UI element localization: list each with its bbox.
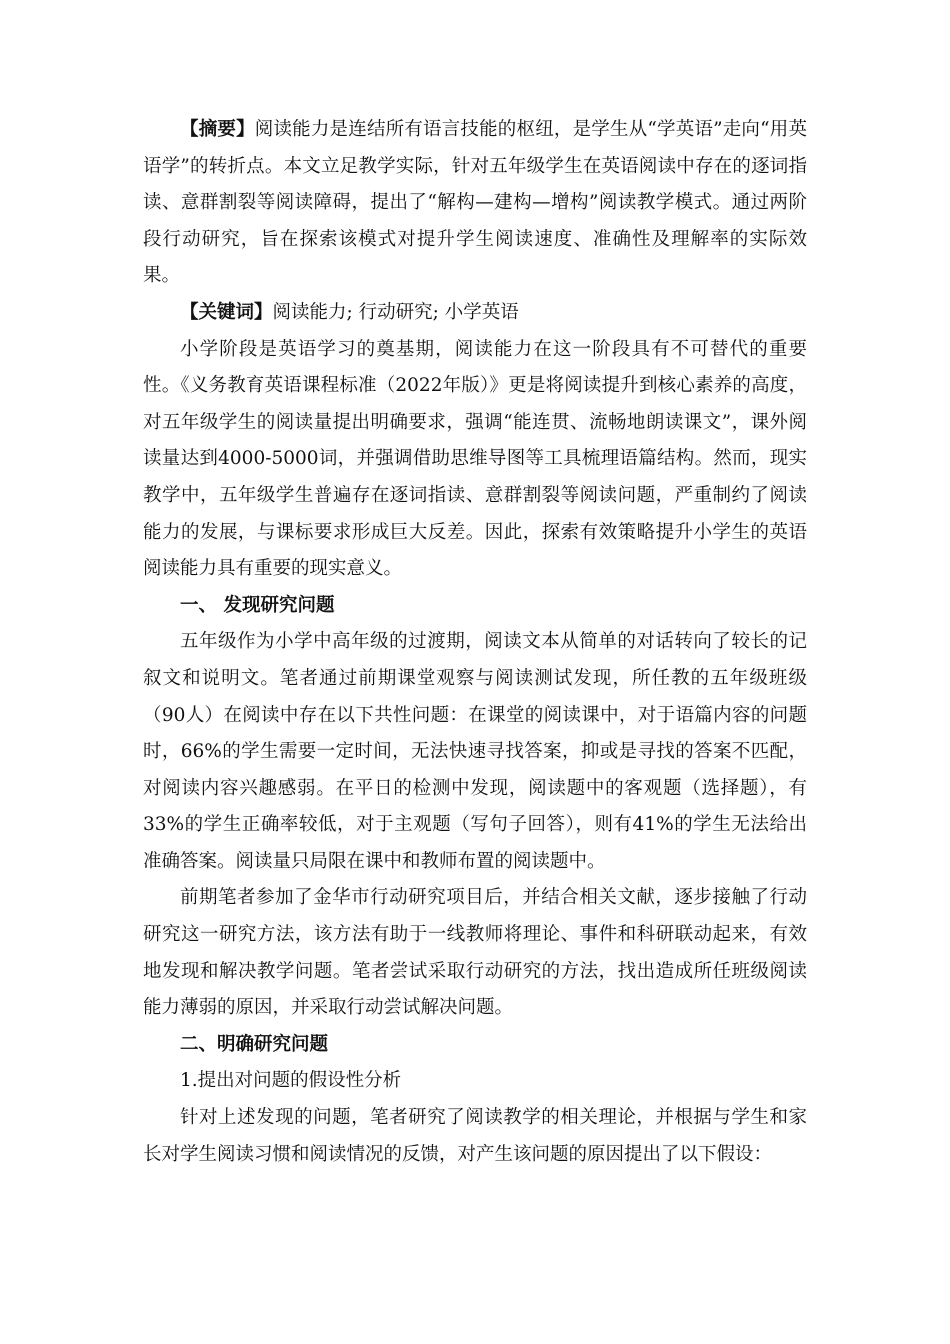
- section1-paragraph-1: 五年级作为小学中高年级的过渡期，阅读文本从简单的对话转向了较长的记叙文和说明文。笔者通过前期课堂观察与阅读测试发现，所任教的五年级班级（90人）在阅读中存在以下共性问题：在课堂的阅读课中，对于语篇内容的问题时，66%的学生需要一定时间，无法快速寻找答案，抑或是寻找的答案不匹配，对阅读内容兴趣感弱。在平日的检测中发现，阅读题中的客观题（选择题），有33%的学生正确率较低，对于主观题（写句子回答），则有41%的学生无法给出准确答案。阅读量只局限在课中和教师布置的阅读题中。: [143, 631, 807, 872]
- section2-paragraph-1: 针对上述发现的问题，笔者研究了阅读教学的相关理论，并根据与学生和家长对学生阅读习惯和阅读情况的反馈，对产生该问题的原因提出了以下假设：: [143, 1107, 807, 1165]
- intro-paragraph: 小学阶段是英语学习的奠基期，阅读能力在这一阶段具有不可替代的重要性。《义务教育英语课程标准（2022年版）》更是将阅读提升到核心素养的高度，对五年级学生的阅读量提出明确要求，强调“能连贯、流畅地朗读课文”，课外阅读量达到4000-5000词，并强调借助思维导图等工具梳理语篇结构。然而，现实教学中，五年级学生普遍存在逐词指读、意群割裂等阅读问题，严重制约了阅读能力的发展，与课标要求形成巨大反差。因此，探索有效策略提升小学生的英语阅读能力具有重要的现实意义。: [143, 338, 807, 580]
- document-page: [143, 112, 807, 1173]
- section2-heading: 二、明确研究问题: [180, 1033, 329, 1055]
- section2-subheading: 1.提出对问题的假设性分析: [180, 1070, 402, 1092]
- keywords-text: 阅读能力; 行动研究; 小学英语: [272, 301, 519, 323]
- abstract-label: 【摘要】: [180, 119, 255, 140]
- keywords-label: 【关键词】: [180, 301, 273, 323]
- abstract-text: 阅读能力是连结所有语言技能的枢纽，是学生从“学英语”走向“用英语学”的转折点。本文立足教学实际，针对五年级学生在英语阅读中存在的逐词指读、意群割裂等阅读障碍，提出了“解构—建构—增构”阅读教学模式。通过两阶段行动研究，旨在探索该模式对提升学生阅读速度、准确性及理解率的实际效果。: [143, 119, 807, 287]
- section1-heading: 一、 发现研究问题: [180, 594, 335, 616]
- abstract-paragraph: [143, 112, 807, 295]
- section1-paragraph-2: 前期笔者参加了金华市行动研究项目后，并结合相关文献，逐步接触了行动研究这一研究方法，该方法有助于一线教师将理论、事件和科研联动起来，有效地发现和解决教学问题。笔者尝试采取行动研究的方法，找出造成所任班级阅读能力薄弱的原因，并采取行动尝试解决问题。: [143, 887, 807, 1019]
- keywords-paragraph: [143, 295, 807, 332]
